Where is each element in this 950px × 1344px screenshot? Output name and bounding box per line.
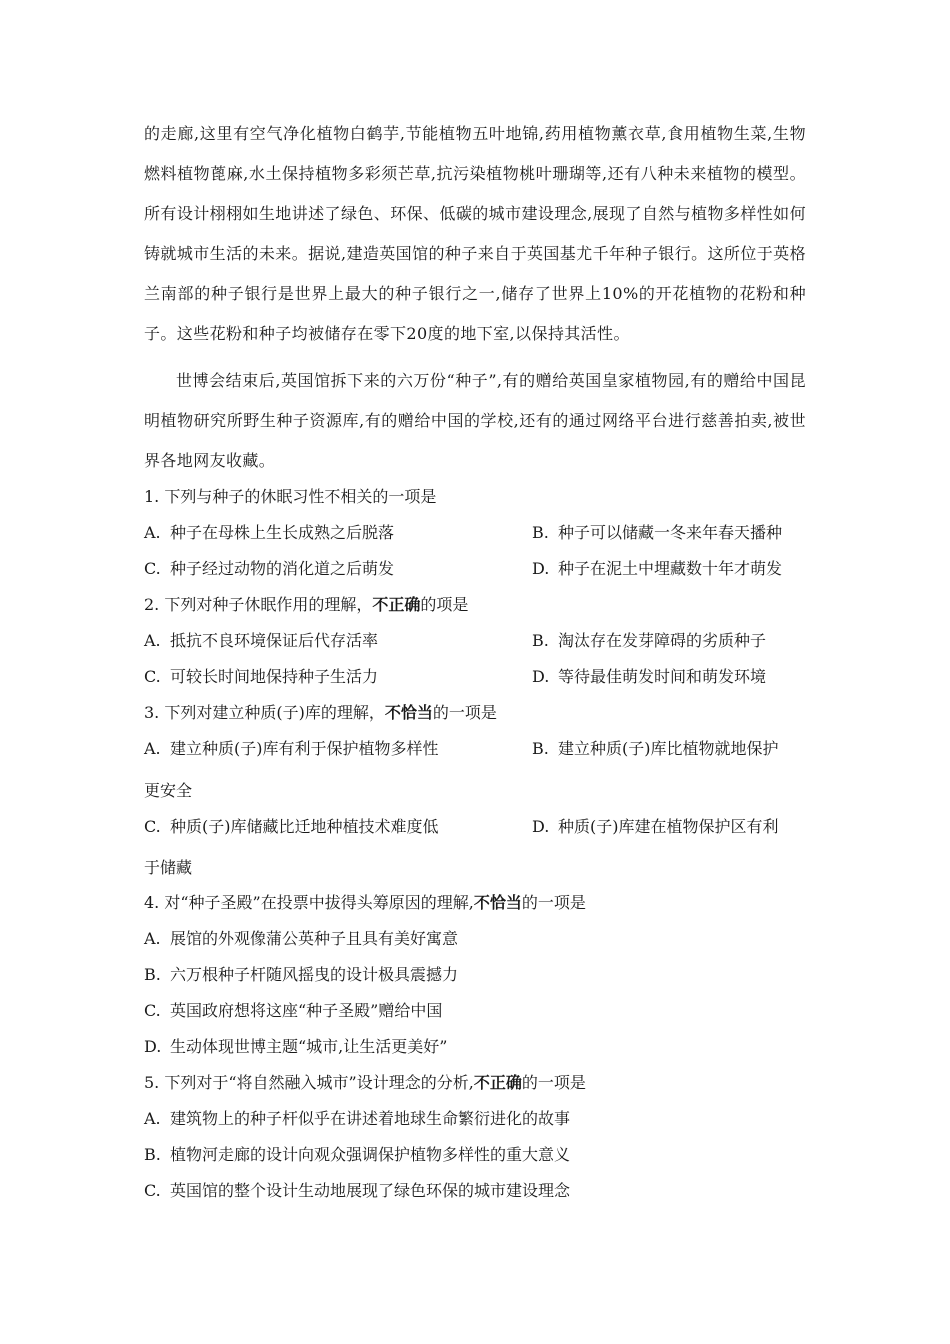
option-text: 种子在泥土中埋藏数十年才萌发 (558, 559, 783, 578)
passage-paragraph-2: 世博会结束后,英国馆拆下来的六万份“种子”,有的赠给英国皇家植物园,有的赠给中国昆明植物研究所野生种子资源库,有的赠给中国的学校,还有的通过网络平台进行慈善拍卖,被世界各地网友收藏。 (144, 371, 806, 470)
q2-option-b (532, 629, 766, 653)
option-text: 展馆的外观像蒲公英种子且具有美好寓意 (170, 929, 459, 948)
option-text: 建立种质(子)库比植物就地保护 (558, 739, 779, 758)
option-text: 英国政府想将这座“种子圣殿”赠给中国 (170, 1001, 443, 1020)
option-label: C. (144, 1001, 161, 1020)
q4-option-a (144, 927, 458, 951)
option-text: 种质(子)库建在植物保护区有利 (558, 817, 779, 836)
option-label: B. (532, 739, 549, 758)
option-text: 植物河走廊的设计向观众强调保护植物多样性的重大意义 (170, 1145, 571, 1164)
stem-emphasis: 不恰当 (384, 703, 433, 722)
stem-text: 4. 对“种子圣殿”在投票中拔得头筹原因的理解, (144, 893, 474, 912)
option-label: B. (144, 1145, 161, 1164)
option-label: A. (144, 523, 161, 542)
option-text: 可较长时间地保持种子生活力 (170, 667, 379, 686)
q3-option-d (532, 815, 779, 839)
stem-text: 的一项是 (521, 893, 586, 912)
stem-text: 2. 下列对种子休眠作用的理解， (144, 595, 373, 614)
q1-option-a (144, 521, 394, 545)
q1-option-d (532, 557, 782, 581)
option-label: A. (144, 1109, 161, 1128)
q2-option-c (144, 665, 378, 689)
option-label: C. (144, 559, 161, 578)
q2-option-d (532, 665, 766, 689)
stem-text: 的项是 (420, 595, 469, 614)
question-5-stem (144, 1071, 806, 1095)
q4-option-d (144, 1035, 447, 1059)
option-text: 生动体现世博主题“城市,让生活更美好” (170, 1037, 448, 1056)
passage-paragraph-1: 的走廊,这里有空气净化植物白鹤芋,节能植物五叶地锦,药用植物薰衣草,食用植物生菜,生物燃料植物蓖麻,水土保持植物多彩须芒草,抗污染植物桃叶珊瑚等,还有八种未来植物的模型。所有设计栩栩如生地讲述了绿色、环保、低碳的城市建设理念,展现了自然与植物多样性如何铸就城市生活的未来。据说,建造英国馆的种子来自于英国基尤千年种子银行。这所位于英格兰南部的种子银行是世界上最大的种子银行之一,储存了世界上10%的开花植物的花粉和种子。这些花粉和种子均被储存在零下20度的地下室,以保持其活性。 (144, 124, 806, 343)
stem-emphasis: 不恰当 (473, 893, 522, 912)
q3-option-b (532, 737, 779, 761)
q1-option-b (532, 521, 782, 545)
stem-text: 3. 下列对建立种质(子)库的理解， (144, 703, 385, 722)
option-label: A. (144, 739, 161, 758)
option-text: 六万根种子杆随风摇曳的设计极具震撼力 (170, 965, 459, 984)
question-2-stem (144, 593, 806, 617)
question-4-stem (144, 891, 806, 915)
stem-text: 的一项是 (432, 703, 497, 722)
option-text: 淘汰存在发芽障碍的劣质种子 (558, 631, 767, 650)
q1-option-c (144, 557, 394, 581)
option-label: C. (144, 667, 161, 686)
option-text: 抵抗不良环境保证后代存活率 (170, 631, 379, 650)
stem-emphasis: 不正确 (473, 1073, 522, 1092)
q5-option-c (144, 1179, 570, 1203)
q3-option-a (144, 737, 439, 761)
q4-option-b (144, 963, 458, 987)
q4-option-c (144, 999, 442, 1023)
q3-option-c (144, 815, 439, 839)
option-text: 建立种质(子)库有利于保护植物多样性 (170, 739, 439, 758)
option-text: 种子在母株上生长成熟之后脱落 (170, 523, 395, 542)
q5-option-b (144, 1143, 570, 1167)
q2-option-a (144, 629, 378, 653)
option-text: 种质(子)库储藏比迁地种植技术难度低 (170, 817, 439, 836)
option-label: D. (144, 1037, 162, 1056)
stem-text: 5. 下列对于“将自然融入城市”设计理念的分析, (144, 1073, 474, 1092)
q3-option-d-continued: 于储藏 (144, 858, 193, 877)
option-label: A. (144, 631, 161, 650)
option-label: D. (532, 559, 550, 578)
option-label: B. (144, 965, 161, 984)
option-label: C. (144, 1181, 161, 1200)
question-1-stem: 1. 下列与种子的休眠习性不相关的一项是 (144, 487, 437, 506)
option-label: B. (532, 523, 549, 542)
option-label: A. (144, 929, 161, 948)
option-label: D. (532, 817, 550, 836)
q3-option-b-continued: 更安全 (144, 781, 193, 800)
q5-option-a (144, 1107, 570, 1131)
option-label: D. (532, 667, 550, 686)
option-label: B. (532, 631, 549, 650)
option-text: 建筑物上的种子杆似乎在讲述着地球生命繁衍进化的故事 (170, 1109, 571, 1128)
option-label: C. (144, 817, 161, 836)
stem-text: 的一项是 (521, 1073, 586, 1092)
stem-emphasis: 不正确 (372, 595, 421, 614)
option-text: 种子经过动物的消化道之后萌发 (170, 559, 395, 578)
option-text: 等待最佳萌发时间和萌发环境 (558, 667, 767, 686)
option-text: 英国馆的整个设计生动地展现了绿色环保的城市建设理念 (170, 1181, 571, 1200)
option-text: 种子可以储藏一冬来年春天播种 (558, 523, 783, 542)
question-3-stem (144, 701, 806, 725)
